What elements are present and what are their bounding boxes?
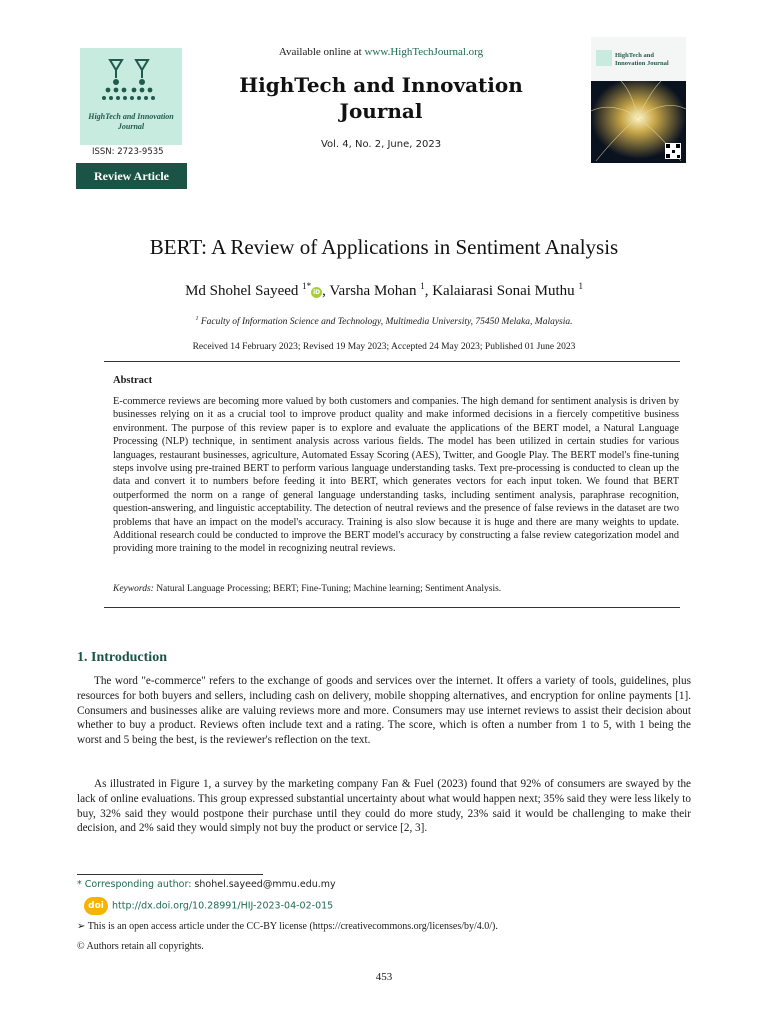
page-number: 453 [375, 971, 393, 983]
doi-link[interactable]: http://dx.doi.org/10.28991/HIJ-2023-04-02-015 [112, 900, 334, 912]
paragraph: The word "e-commerce" refers to the exchange of goods and services over the internet. It offers a variety of tools, guidelines, plus resources for both buyers and sellers, including cash on delivery, mobile shopping alternatives, and encryption for online payments [1]. Consumers and businesses alike are valuing reviews more and more. Consumers may use internet reviews to assist their decision about whether to buy a product. Reviews often include text and a rating. The score, which is often a number from 1 to 5, with 1 being the worst and 5 being the best, is the reviewer's reflection on the text. [77, 675, 691, 747]
available-online: Available online at www.HighTechJournal.org [278, 46, 484, 58]
logo-mark-icon [100, 56, 162, 110]
publication-dates: Received 14 February 2023; Revised 19 May 2023; Accepted 24 May 2023; Published 01 June 2023 [192, 342, 576, 352]
section-heading-introduction: 1. Introduction [77, 650, 167, 665]
logo-text: HighTech and Innovation Journal [88, 112, 174, 131]
issn: ISSN: 2723-9535 [92, 147, 164, 157]
paper-title: BERT: A Review of Applications in Sentiment Analysis [149, 235, 619, 259]
keywords: Keywords: Natural Language Processing; BERT; Fine-Tuning; Machine learning; Sentiment Analysis. [113, 584, 502, 594]
affiliation: $^1$ Faculty of Information Science and Technology, Multimedia University, 75450 Melaka, Malaysia. [195, 316, 573, 328]
orcid-icon[interactable]: iD [313, 289, 321, 296]
article-type-badge: Review Article [76, 163, 187, 189]
copyright-note: © Authors retain all copyrights. [77, 941, 204, 952]
journal-title: HighTech and Innovation Journal [239, 73, 523, 123]
doi-icon: doi [84, 897, 108, 915]
author-list: Md Shohel Sayeed $^{1*}$iD , Varsha Mohan $^1$, Kalaiarasi Sonai Muthu $^1$ [185, 281, 583, 299]
author-name: Md Shohel Sayeed [185, 283, 299, 299]
corresponding-author: * Corresponding author: shohel.sayeed@mmu.edu.my [77, 879, 336, 890]
volume-info: Vol. 4, No. 2, June, 2023 [320, 139, 442, 150]
footnote-rule [77, 874, 263, 875]
author-name: Kalaiarasi Sonai Muthu [432, 283, 575, 299]
abstract-heading: Abstract [113, 375, 153, 386]
journal-logo [80, 48, 182, 145]
abstract-top-rule [104, 361, 680, 362]
cover-header [591, 37, 686, 81]
paragraph: As illustrated in Figure 1, a survey by the marketing company Fan & Fuel (2023) found that 92% of consumers are swayed by the lack of online evaluations. This group expressed substantial uncertainty about what would happen next; 35% said they were less likely to buy, 32% said they would postpone their purchase until they could do more study, 23% said it would be challenging to make their decision, and 2% said they would simply not buy the product or service [2, 3]. [77, 778, 691, 835]
journal-website-link[interactable]: www.HighTechJournal.org [364, 46, 484, 58]
abstract-bottom-rule [104, 607, 680, 608]
cover-title: HighTech and Innovation Journal [615, 52, 669, 67]
abstract-text: E-commerce reviews are becoming more valued by both customers and companies. The high demand for sentiment analysis is driven by businesses relying on it as a crucial tool to improve product quality and make informed decisions in a fiercely competitive business environment. The purpose of this review paper is to explore and evaluate the applications of the BERT model, a Natural Language Processing (NLP) technique, in sentiment analysis across various fields. The model has been utilized in certain studies for various languages, restaurant businesses, agriculture, Automated Essay Scoring (AES), Twitter, and Google Play. The BERT model's fine-tuning steps involve using pre-trained BERT to perform various language understanding tasks. Text pre-processing is conducted to clean up the data and convert it to numbers before feeding it into BERT, which generates vectors for each input token. We found that BERT outperformed the norm on a range of general language understanding tasks, including sentiment analysis, paraphrase recognition, question-answering, and linguistic acceptability. The detection of neutral reviews and the presence of false reviews in the dataset are two problems that have an impact on the model's accuracy. Training is also slow because it is huge and there are many weights to update. Additional research could be conducted to improve the BERT model's accuracy by constructing a false review categorization model and providing more training to the model in recognizing neutral reviews. [113, 396, 679, 555]
author-name: Varsha Mohan [329, 283, 417, 299]
doi-line [84, 897, 333, 915]
journal-cover [591, 37, 686, 163]
license-note: ➢ This is an open access article under the CC-BY license (https://creativecommons.org/licenses/by/4.0/). [77, 921, 498, 932]
cover-logo-icon [596, 50, 612, 66]
cover-network-icon [591, 81, 686, 163]
